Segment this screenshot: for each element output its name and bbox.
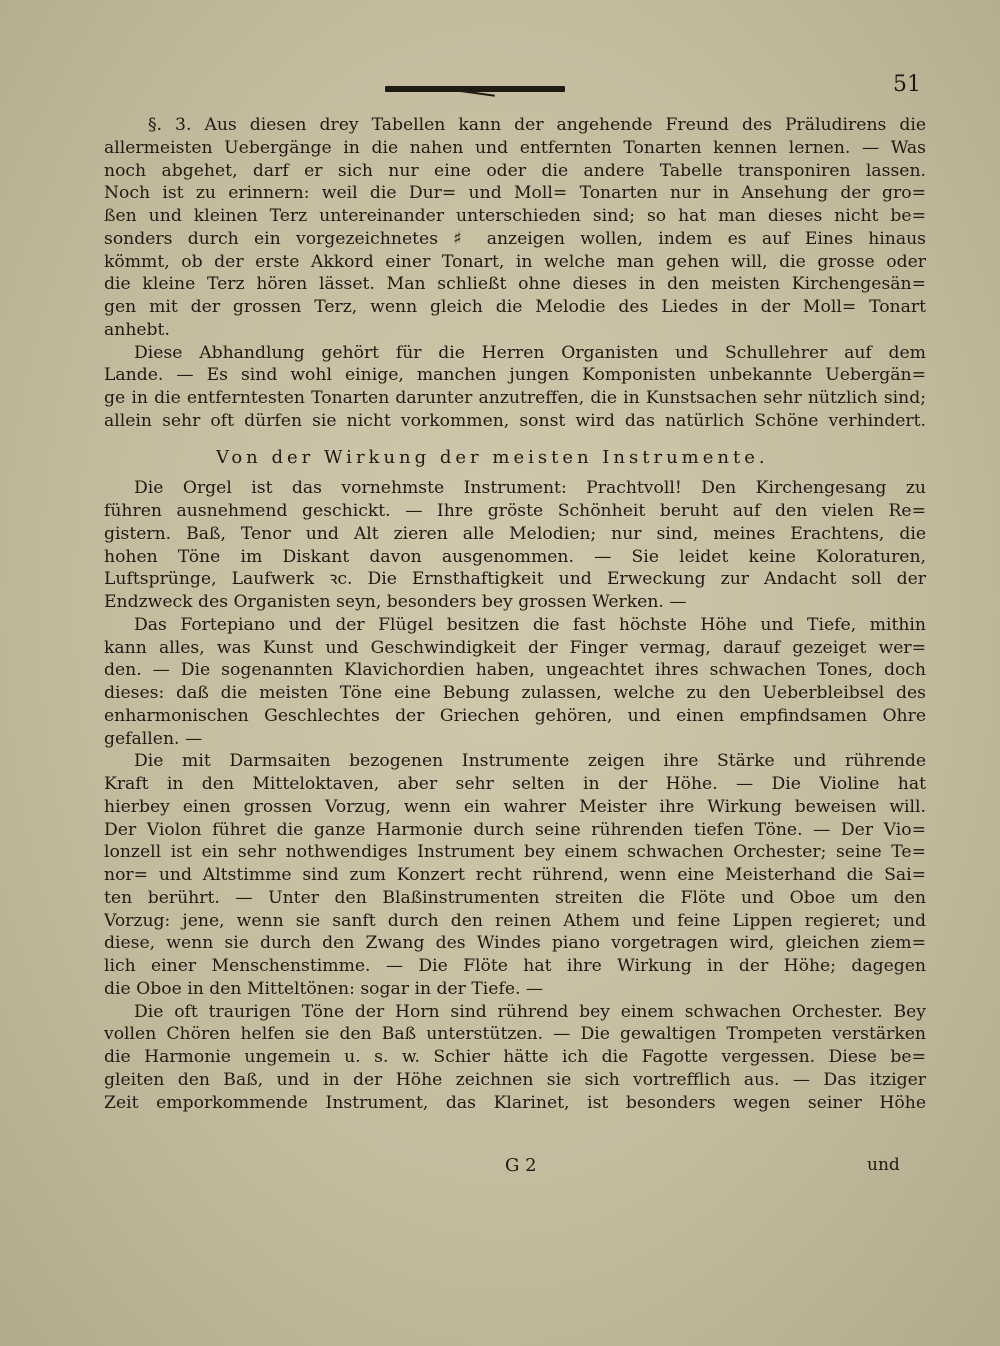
text-line: Die Orgel ist das vornehmste Instrument: Prachtvoll! Den Kirchengesang zu bbox=[134, 478, 926, 499]
header-rule bbox=[385, 86, 565, 92]
paragraph-orgel bbox=[104, 477, 926, 614]
text-line: nor= und Altstimme sind zum Konzert recht rührend, wenn eine Meisterhand die Sai= bbox=[104, 865, 926, 885]
text-line: gleiten den Baß, und in der Höhe zeichnen sie sich vortrefflich aus. — Das itziger bbox=[104, 1069, 926, 1090]
page-number: 51 bbox=[893, 72, 921, 97]
text-line: Zeit emporkommende Instrument, das Klarinet, ist besonders wegen seiner Höhe bbox=[104, 1092, 926, 1113]
text-line: Luftsprünge, Laufwerk ꝛc. Die Ernsthaftigkeit und Erweckung zur Andacht soll der bbox=[104, 569, 926, 590]
paragraph-horn bbox=[104, 1001, 926, 1115]
text-line: anhebt. bbox=[104, 319, 170, 340]
text-line: Endzweck des Organisten seyn, besonders bey grossen Werken. — bbox=[104, 592, 687, 612]
text-line: die kleine Terz hören lässet. Man schließt ohne dieses in den meisten Kirchengesän= bbox=[104, 274, 926, 295]
text-line: Lande. — Es sind wohl einige, manchen jungen Komponisten unbekannte Uebergän= bbox=[104, 365, 926, 386]
text-line: Die mit Darmsaiten bezogenen Instrumente zeigen ihre Stärke und rührende bbox=[134, 751, 926, 772]
body-text bbox=[104, 114, 926, 1114]
text-line: Der Violon führet die ganze Harmonie durch seine rührenden tiefen Töne. — Der Vio= bbox=[104, 819, 926, 840]
text-line: Vorzug: jene, wenn sie sanft durch den reinen Athem und feine Lippen regieret; und bbox=[104, 910, 926, 931]
catchword: und bbox=[867, 1155, 900, 1175]
text-line: ßen und kleinen Terz untereinander unterschieden sind; so hat man dieses nicht be= bbox=[104, 206, 926, 226]
text-line: ge in die entferntesten Tonarten darunter anzutreffen, die in Kunstsachen sehr nützlich sind; bbox=[104, 388, 926, 408]
text-line: noch abgehet, darf er sich nur eine oder die andere Tabelle transponiren lassen. bbox=[104, 160, 926, 181]
text-line: dieses: daß die meisten Töne eine Bebung zulassen, welche zu den Ueberbleibsel des bbox=[104, 683, 926, 703]
text-line: vollen Chören helfen sie den Baß unterstützen. — Die gewaltigen Trompeten verstärken bbox=[104, 1024, 926, 1045]
text-line: hierbey einen grossen Vorzug, wenn ein wahrer Meister ihre Wirkung beweisen will. bbox=[104, 796, 926, 817]
text-line: den. — Die sogenannten Klavichordien haben, ungeachtet ihres schwachen Tones, doch bbox=[104, 660, 926, 681]
text-line: gistern. Baß, Tenor und Alt zieren alle Melodien; nur sind, meines Erachtens, die bbox=[104, 523, 926, 544]
text-line: Die oft traurigen Töne der Horn sind rührend bey einem schwachen Orchester. Bey bbox=[134, 1001, 926, 1022]
text-line: Das Fortepiano und der Flügel besitzen die fast höchste Höhe und Tiefe, mithin bbox=[134, 614, 926, 635]
text-line: allermeisten Uebergänge in die nahen und entfernten Tonarten kennen lernen. — Was bbox=[104, 137, 926, 158]
paragraph-darmsaiten bbox=[104, 750, 926, 1000]
text-line: enharmonischen Geschlechtes der Griechen gehören, und einen empfindsamen Ohre bbox=[104, 705, 926, 726]
paragraph-abhandlung bbox=[104, 342, 926, 433]
text-line: Noch ist zu erinnern: weil die Dur= und Moll= Tonarten nur in Ansehung der gro= bbox=[104, 183, 926, 204]
text-line: kann alles, was Kunst und Geschwindigkeit der Finger vermag, darauf gezeiget wer= bbox=[104, 637, 926, 658]
paragraph-fortepiano bbox=[104, 614, 926, 751]
text-line: hohen Töne im Diskant davon ausgenommen. — Sie leidet keine Koloraturen, bbox=[104, 546, 926, 567]
text-line: §. 3. Aus diesen drey Tabellen kann der angehende Freund des Präludirens die bbox=[148, 115, 926, 135]
text-line: gen mit der grossen Terz, wenn gleich die Melodie des Liedes in der Moll= Tonart bbox=[104, 297, 926, 317]
paragraph-section-3 bbox=[104, 114, 926, 342]
section-heading: Von der Wirkung der meisten Instrumente. bbox=[216, 446, 769, 468]
text-line: Diese Abhandlung gehört für die Herren Organisten und Schullehrer auf dem bbox=[134, 342, 926, 363]
text-line: führen ausnehmend geschickt. — Ihre gröste Schönheit beruht auf den vielen Re= bbox=[104, 501, 926, 521]
text-line: kömmt, ob der erste Akkord einer Tonart, in welche man gehen will, die grosse oder bbox=[104, 251, 926, 272]
text-line: diese, wenn sie durch den Zwang des Windes piano vorgetragen wird, gleichen ziem= bbox=[104, 933, 926, 954]
text-line: die Oboe in den Mitteltönen: sogar in der Tiefe. — bbox=[104, 978, 544, 999]
text-line: die Harmonie ungemein u. s. w. Schier hätte ich die Fagotte vergessen. Diese be= bbox=[104, 1047, 926, 1067]
text-line: sonders durch ein vorgezeichnetes ♯ anzeigen wollen, indem es auf Eines hinaus bbox=[104, 228, 926, 249]
text-line: lich einer Menschenstimme. — Die Flöte hat ihre Wirkung in der Höhe; dagegen bbox=[104, 956, 926, 976]
text-line: ten berührt. — Unter den Blaßinstrumenten streiten die Flöte und Oboe um den bbox=[104, 887, 926, 908]
text-line: lonzell ist ein sehr nothwendiges Instrument bey einem schwachen Orchester; seine Te= bbox=[104, 842, 926, 863]
text-line: gefallen. — bbox=[104, 728, 203, 749]
text-line: Kraft in den Mitteloktaven, aber sehr selten in der Höhe. — Die Violine hat bbox=[104, 774, 926, 794]
text-line: allein sehr oft dürfen sie nicht vorkommen, sonst wird das natürlich Schöne verhindert. bbox=[104, 410, 926, 431]
signature-mark: G 2 bbox=[505, 1155, 537, 1176]
